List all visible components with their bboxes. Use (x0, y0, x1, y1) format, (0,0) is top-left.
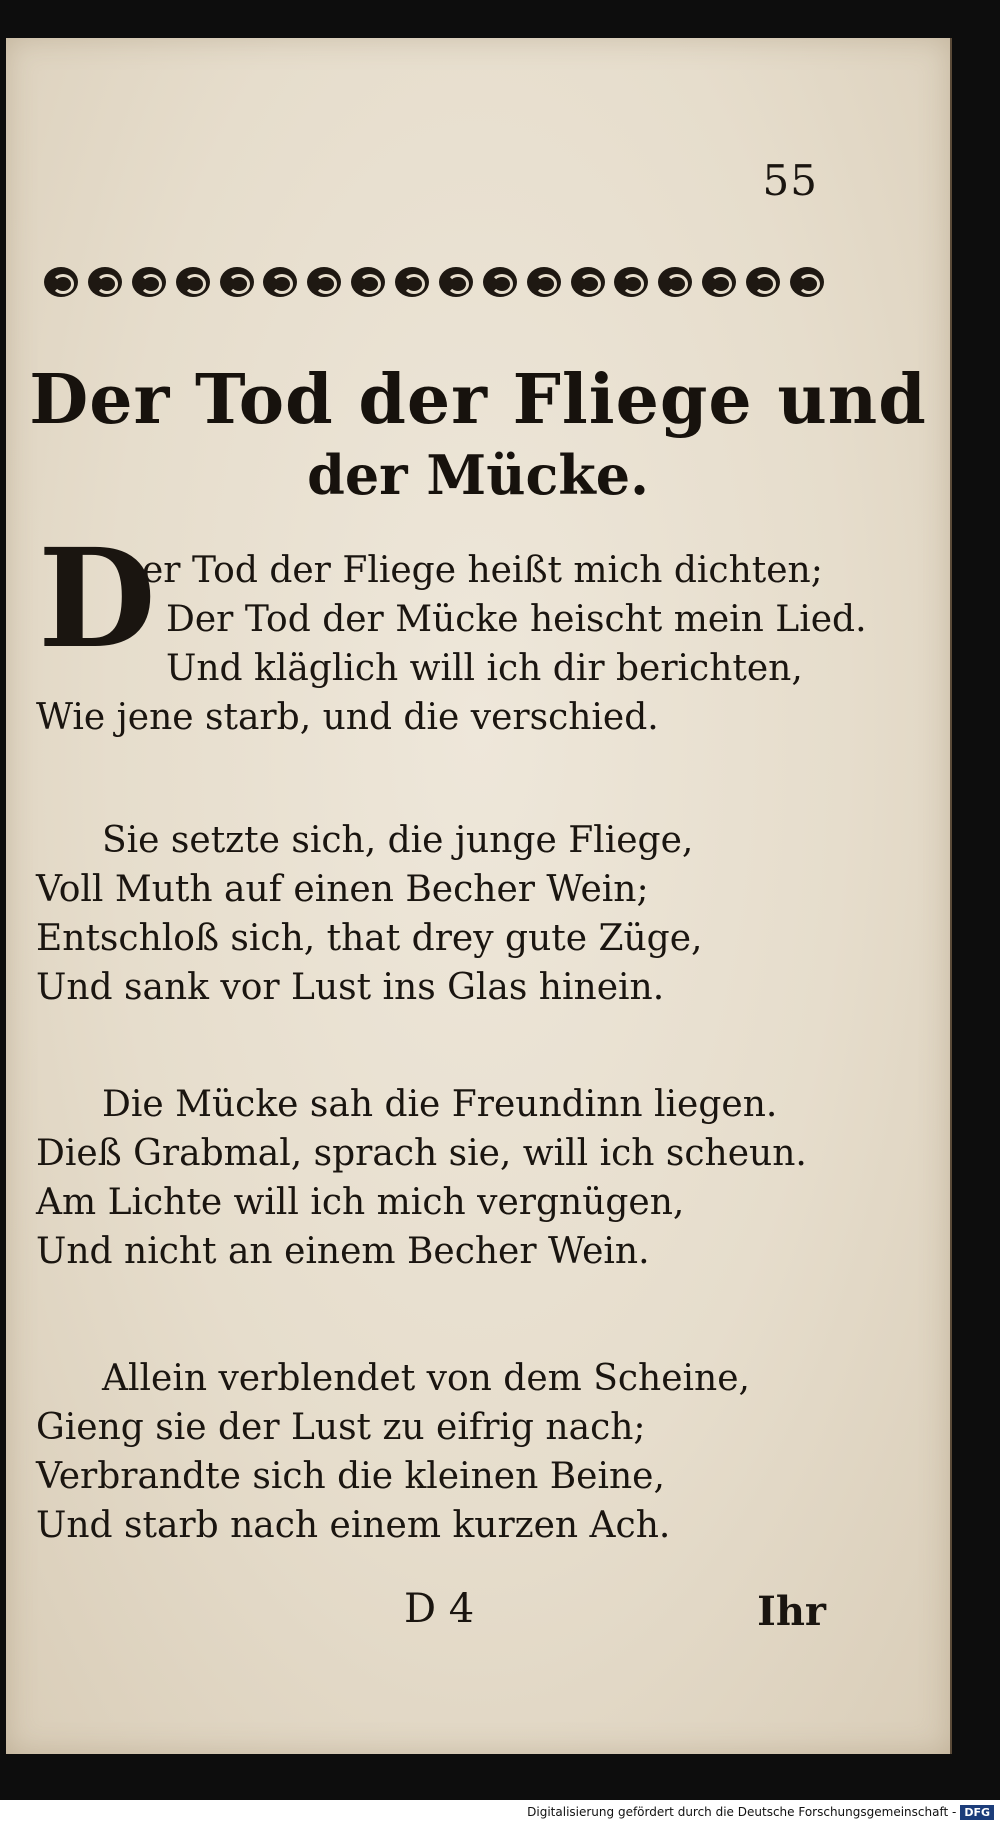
ornament-icon (483, 267, 517, 297)
poem-title: Der Tod der Fliege und (29, 360, 927, 440)
verse-line: Die Mücke sah die Freundinn liegen. (102, 1084, 778, 1125)
ornament-icon (44, 267, 78, 297)
ornament-icon (263, 267, 297, 297)
drop-cap: D (38, 519, 156, 679)
ornament-icon (658, 267, 692, 297)
verse-line: Entschloß sich, that drey gute Züge, (36, 918, 703, 959)
verse-line: Wie jene starb, und die verschied. (36, 697, 659, 738)
ornamental-border (44, 260, 824, 304)
verse-line: er Tod der Fliege heißt mich dichten; (142, 550, 823, 591)
verse-line: Voll Muth auf einen Becher Wein; (36, 869, 649, 910)
catchword: Ihr (757, 1588, 826, 1635)
ornament-icon (176, 267, 210, 297)
stanza-2 (36, 816, 856, 1012)
credit-bar (0, 1800, 1000, 1824)
ornament-icon (439, 267, 473, 297)
ornament-icon (132, 267, 166, 297)
ornament-icon (614, 267, 648, 297)
dfg-logo: DFG (960, 1805, 994, 1820)
verse-line: Und starb nach einem kurzen Ach. (36, 1505, 671, 1546)
verse-line: Sie setzte sich, die junge Fliege, (102, 820, 694, 861)
ornament-icon (307, 267, 341, 297)
ornament-icon (702, 267, 736, 297)
verse-line: Allein verblendet von dem Scheine, (102, 1358, 750, 1399)
verse-line: Der Tod der Mücke heischt mein Lied. (166, 599, 867, 640)
signature-mark: D 4 (404, 1586, 475, 1632)
verse-line: Und nicht an einem Becher Wein. (36, 1231, 650, 1272)
credit-text: Digitalisierung gefördert durch die Deutsche Forschungsgemeinschaft - (527, 1805, 957, 1819)
ornament-icon (527, 267, 561, 297)
book-page (6, 38, 952, 1754)
ornament-icon (351, 267, 385, 297)
verse-line: Verbrandte sich die kleinen Beine, (36, 1456, 665, 1497)
stanza-4 (36, 1354, 856, 1550)
page-number: 55 (762, 156, 818, 205)
ornament-icon (790, 267, 824, 297)
verse-line: Gieng sie der Lust zu eifrig nach; (36, 1407, 646, 1448)
stanza-3 (36, 1080, 856, 1276)
ornament-icon (395, 267, 429, 297)
verse-line: Am Lichte will ich mich vergnügen, (36, 1182, 685, 1223)
verse-line: Und sank vor Lust ins Glas hinein. (36, 967, 665, 1008)
poem-title-continued: der Mücke. (307, 443, 649, 507)
ornament-icon (88, 267, 122, 297)
verse-line: Und kläglich will ich dir berichten, (166, 648, 803, 689)
ornament-icon (220, 267, 254, 297)
verse-line: Dieß Grabmal, sprach sie, will ich scheun. (36, 1133, 807, 1174)
ornament-icon (571, 267, 605, 297)
ornament-icon (746, 267, 780, 297)
stanza-1 (36, 546, 867, 742)
